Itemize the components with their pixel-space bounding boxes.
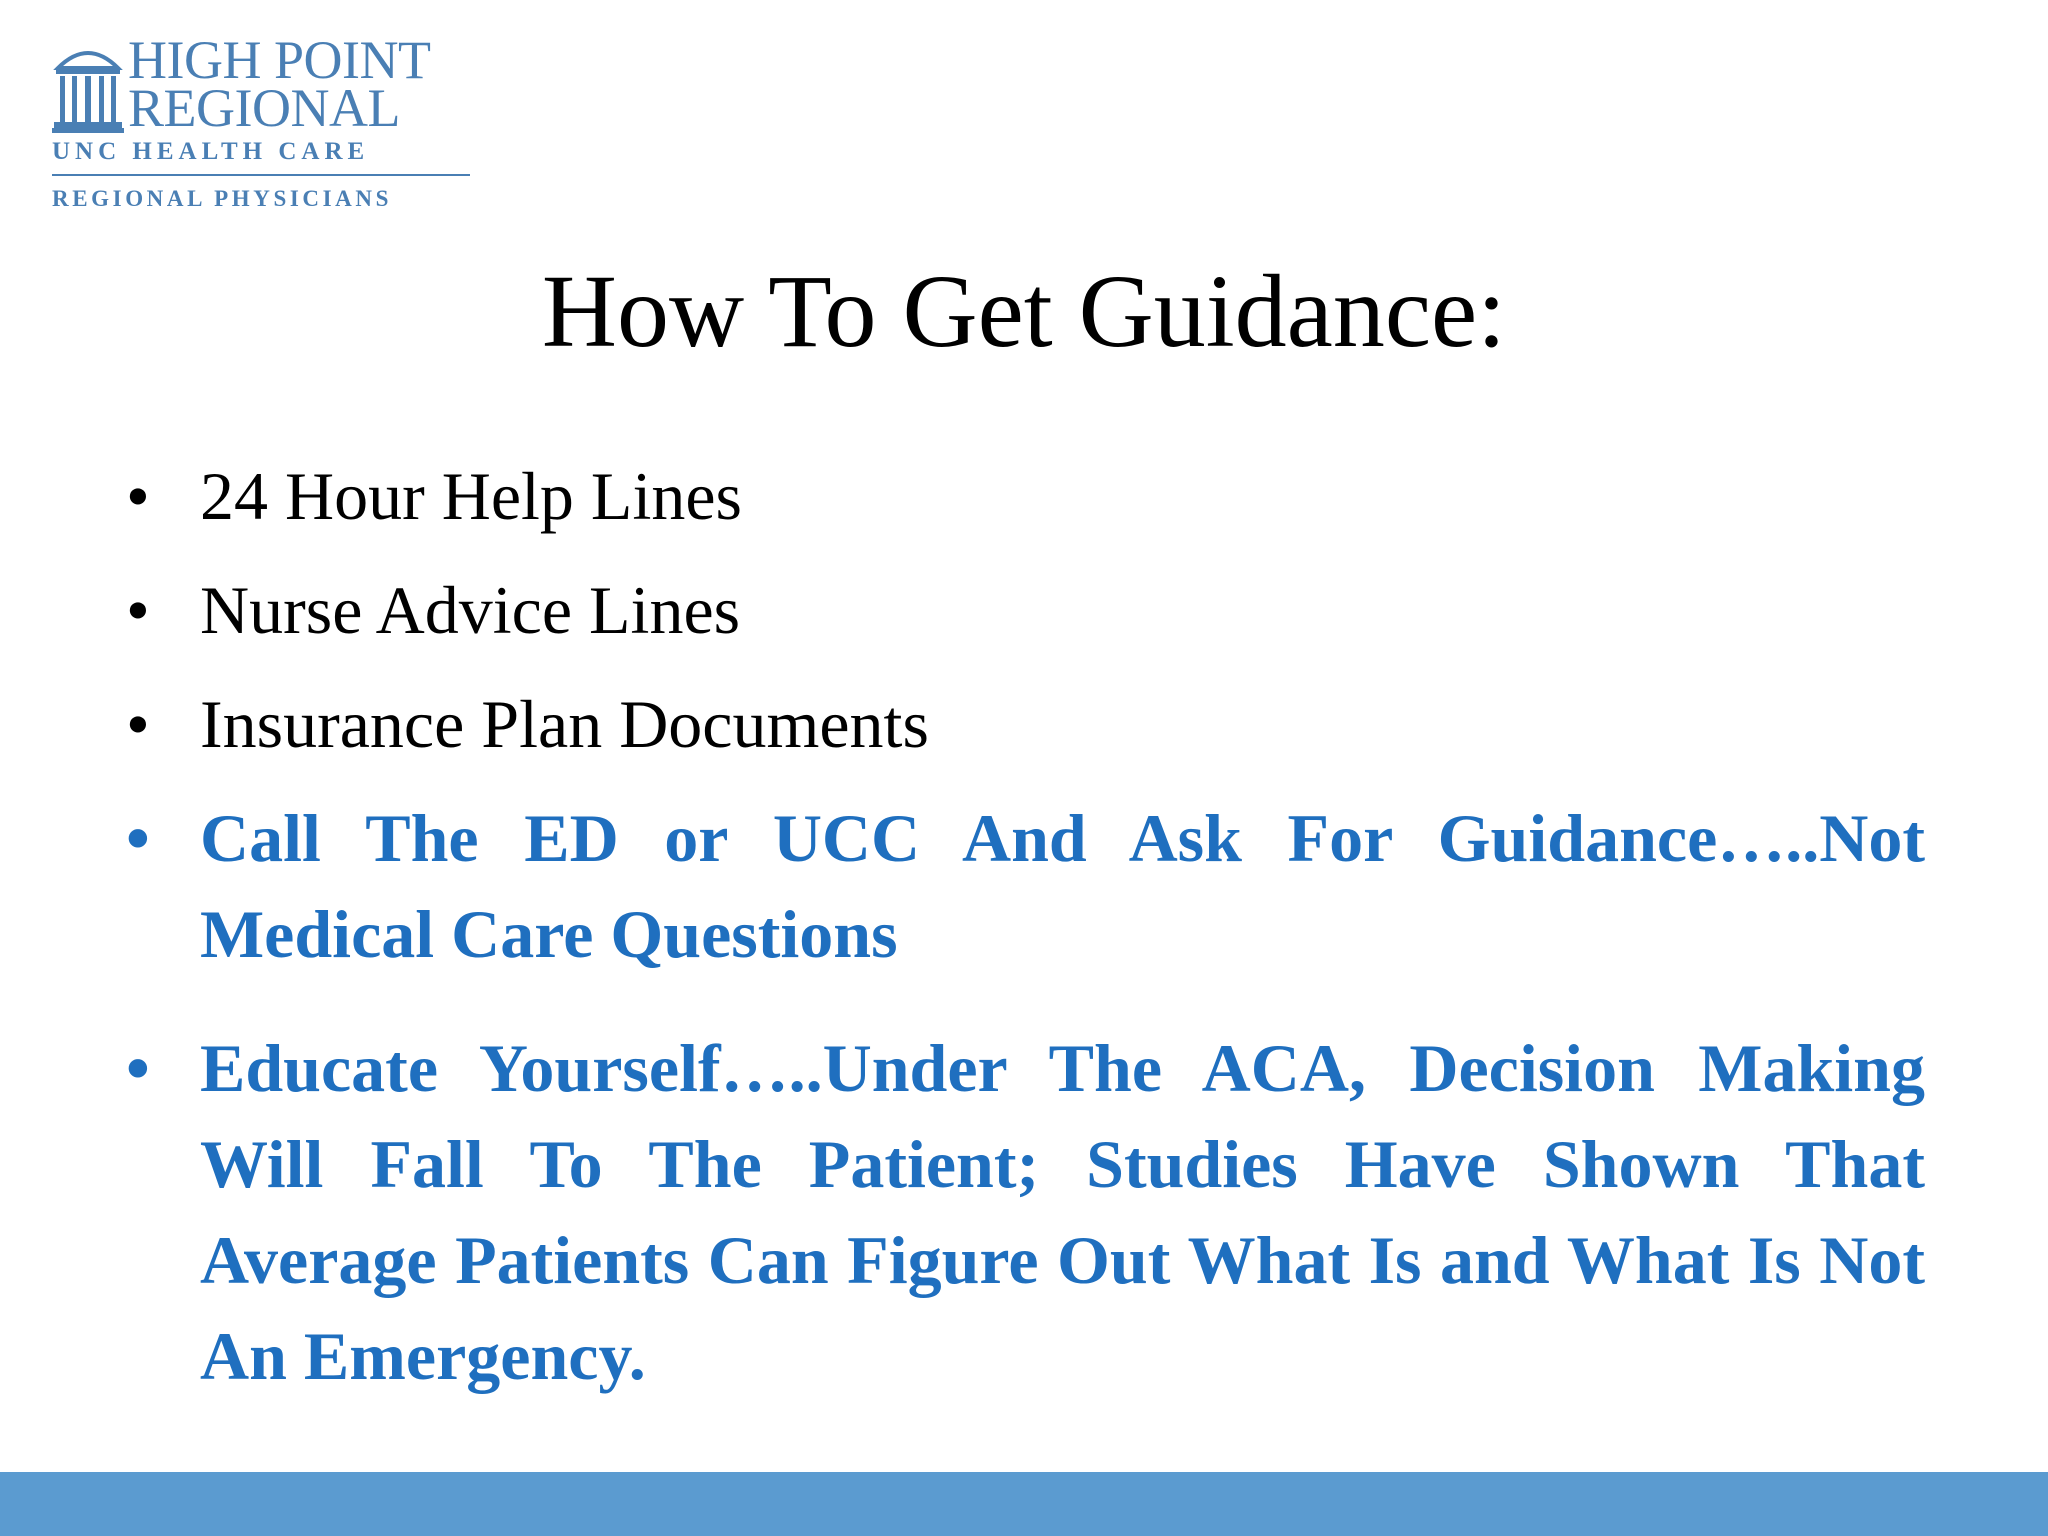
bullet-dot-icon: • bbox=[126, 1030, 150, 1106]
logo-line-1: HIGH POINT bbox=[128, 30, 431, 90]
bullet-dot-icon: • bbox=[126, 572, 150, 648]
bullet-dot-icon: • bbox=[126, 458, 150, 534]
bullet-item bbox=[110, 676, 1925, 772]
footer-band bbox=[0, 1472, 2048, 1536]
bullet-text: Nurse Advice Lines bbox=[200, 572, 741, 648]
logo-line-4: REGIONAL PHYSICIANS bbox=[52, 186, 392, 211]
logo bbox=[52, 30, 472, 216]
bullet-text: 24 Hour Help Lines bbox=[200, 458, 743, 534]
bullet-dot-icon: • bbox=[126, 686, 150, 762]
logo-line-2: REGIONAL bbox=[128, 78, 400, 138]
bullet-list bbox=[110, 448, 1925, 1442]
bullet-dot-icon: • bbox=[126, 800, 150, 876]
bullet-item-emphasis bbox=[110, 1020, 1925, 1404]
building-columns-icon bbox=[52, 44, 124, 134]
slide-title: How To Get Guidance: bbox=[541, 254, 1507, 369]
bullet-text: Insurance Plan Documents bbox=[200, 686, 929, 762]
bullet-item bbox=[110, 448, 1925, 544]
bullet-item bbox=[110, 562, 1925, 658]
logo-divider bbox=[52, 174, 470, 176]
logo-line-3: UNC HEALTH CARE bbox=[52, 138, 370, 165]
bullet-text: Call The ED or UCC And Ask For Guidance…..Not Medical Care Questions bbox=[200, 800, 1925, 972]
bullet-item-emphasis bbox=[110, 790, 1925, 982]
bullet-text: Educate Yourself…..Under The ACA, Decision Making Will Fall To The Patient; Studies Have Shown That Average Patients Can Figure Out What Is and What Is Not An Emergency. bbox=[200, 1030, 1925, 1394]
